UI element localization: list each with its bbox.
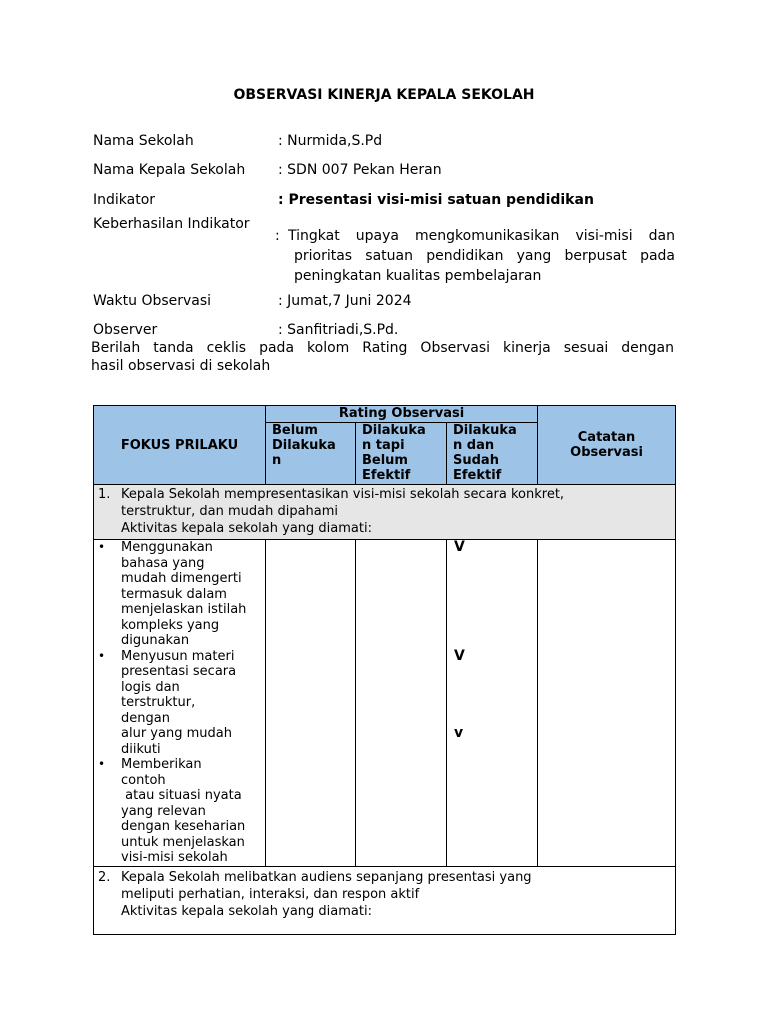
- bullet-icon: [98, 819, 121, 835]
- activity-text: contoh: [121, 772, 166, 788]
- activity-line: [98, 850, 263, 866]
- bullet-icon: [98, 680, 121, 696]
- activity-line: [98, 664, 263, 680]
- bullet-icon: [98, 587, 121, 603]
- observation-table: [93, 405, 676, 935]
- header-catatan-observasi: [538, 406, 676, 485]
- activity-line: [98, 618, 263, 634]
- activity-text: untuk menjelaskan: [121, 834, 245, 850]
- activity-text: bahasa yang: [121, 555, 205, 571]
- bullet-icon: [98, 602, 121, 618]
- header-belum-line: Dilakuka: [272, 438, 336, 453]
- header-belum-line: Belum: [272, 423, 318, 438]
- activity-line: [98, 587, 263, 603]
- activity-text: dengan keseharian: [121, 819, 246, 834]
- activity-text: mudah dimengerti: [121, 571, 242, 586]
- bullet-icon: •: [98, 648, 106, 663]
- header-belum-line: n: [272, 453, 282, 468]
- page-title: OBSERVASI KINERJA KEPALA SEKOLAH: [233, 87, 535, 103]
- cell-dilakukan-belum-efektif[interactable]: [356, 540, 447, 867]
- activity-text: kompleks yang: [121, 617, 220, 633]
- section-2-header: [94, 867, 676, 935]
- activity-line: [98, 602, 263, 618]
- activity-text: digunakan: [121, 633, 190, 648]
- section-1-line3: Aktivitas kepala sekolah yang diamati:: [121, 521, 372, 536]
- header-belum-efektif-line: Dilakuka: [362, 423, 426, 438]
- activity-text: visi-misi sekolah: [121, 850, 228, 865]
- cell-dilakukan-sudah-efektif[interactable]: [447, 540, 538, 867]
- activity-text: Menggunakan: [121, 540, 213, 555]
- instruction-line1: Berilah tanda ceklis pada kolom Rating Observasi kinerja sesuai dengan: [91, 340, 674, 356]
- bullet-icon: [98, 742, 121, 758]
- cell-belum-dilakukan[interactable]: [266, 540, 356, 867]
- keberhasilan-line1: Tingkat upaya mengkomunikasikan visi-misi dan: [288, 228, 675, 244]
- keberhasilan-value: [275, 226, 675, 286]
- section-1-line2: terstruktur, dan mudah dipahami: [121, 504, 339, 519]
- keberhasilan-line3: peningkatan kualitas pembelajaran: [294, 268, 542, 284]
- keberhasilan-colon: :: [275, 228, 280, 244]
- section-2-number: 2.: [98, 870, 111, 885]
- activity-text: atau situasi nyata: [121, 788, 242, 803]
- bullet-icon: [98, 850, 121, 866]
- keberhasilan-label: Keberhasilan Indikator: [93, 216, 250, 232]
- header-sudah-efektif-line: n dan: [453, 438, 495, 453]
- header-sudah-efektif-line: Dilakuka: [453, 423, 517, 438]
- header-dilakukan-sudah-efektif: [447, 423, 538, 485]
- section-1-activities: [94, 540, 266, 867]
- header-sudah-efektif-line: Efektif: [453, 468, 502, 483]
- activity-line: [98, 695, 263, 711]
- section-2-line1: Kepala Sekolah melibatkan audiens sepanjang presentasi yang: [121, 870, 532, 885]
- header-belum-efektif-line: Efektif: [362, 468, 411, 483]
- header-dilakukan-belum-efektif: [356, 423, 447, 485]
- nama-kepala-value: : SDN 007 Pekan Heran: [278, 162, 442, 178]
- bullet-icon: •: [98, 757, 106, 771]
- activity-text: alur yang mudah: [121, 726, 232, 741]
- check-mark-3: v: [454, 725, 464, 741]
- bullet-icon: •: [98, 540, 106, 554]
- cell-catatan-observasi[interactable]: [538, 540, 676, 867]
- section-1-line1: Kepala Sekolah mempresentasikan visi-misi sekolah secara konkret,: [121, 487, 565, 502]
- activity-line: [98, 819, 263, 835]
- bullet-icon: [98, 773, 121, 789]
- activity-line: [98, 540, 263, 556]
- activity-line: [98, 757, 263, 773]
- observer-label: Observer: [93, 322, 158, 338]
- nama-kepala-label: Nama Kepala Sekolah: [93, 162, 246, 178]
- activity-line: [98, 788, 263, 804]
- bullet-icon: [98, 556, 121, 572]
- activity-line: [98, 804, 263, 820]
- activity-text: dengan: [121, 710, 170, 726]
- header-rating-observasi: Rating Observasi: [266, 406, 538, 423]
- activity-line: [98, 680, 263, 696]
- header-belum-dilakukan: [266, 423, 356, 485]
- nama-sekolah-label: Nama Sekolah: [93, 133, 194, 149]
- activity-line: [98, 835, 263, 851]
- waktu-value: : Jumat,7 Juni 2024: [278, 293, 412, 309]
- check-mark-1: V: [454, 539, 465, 555]
- activity-text: logis dan: [121, 679, 180, 695]
- activity-text: diikuti: [121, 741, 161, 757]
- activity-line: [98, 633, 263, 649]
- header-catatan-line1: Catatan: [577, 430, 636, 445]
- section-2-line3: Aktivitas kepala sekolah yang diamati:: [121, 904, 372, 919]
- activity-line: [98, 711, 263, 727]
- observer-value: : Sanfitriadi,S.Pd.: [278, 322, 399, 338]
- activity-line: [98, 742, 263, 758]
- activity-line: [98, 726, 263, 742]
- section-1-number: 1.: [98, 487, 111, 502]
- activity-text: terstruktur,: [121, 695, 196, 710]
- bullet-icon: [98, 788, 121, 804]
- bullet-icon: [98, 571, 121, 587]
- keberhasilan-line2: prioritas satuan pendidikan yang berpusat pada: [294, 248, 675, 264]
- activity-line: [98, 773, 263, 789]
- instruction-line2: hasil observasi di sekolah: [91, 358, 271, 374]
- activity-text: menjelaskan istilah: [121, 602, 247, 617]
- header-catatan-line2: Observasi: [570, 445, 643, 460]
- indikator-value: : Presentasi visi-misi satuan pendidikan: [278, 192, 594, 208]
- bullet-icon: [98, 711, 121, 727]
- activity-text: presentasi secara: [121, 664, 237, 679]
- activity-text: termasuk dalam: [121, 586, 227, 602]
- section-1-header: [94, 485, 676, 540]
- activity-text: Memberikan: [121, 757, 202, 772]
- bullet-icon: [98, 695, 121, 711]
- activity-line: [98, 649, 263, 665]
- header-fokus-prilaku: FOKUS PRILAKU: [94, 406, 266, 485]
- waktu-label: Waktu Observasi: [93, 293, 212, 309]
- activity-line: [98, 571, 263, 587]
- bullet-icon: [98, 835, 121, 851]
- bullet-icon: [98, 618, 121, 634]
- nama-sekolah-value: : Nurmida,S.Pd: [278, 133, 383, 149]
- activity-text: Menyusun materi: [121, 648, 235, 664]
- bullet-icon: [98, 664, 121, 680]
- activity-text: yang relevan: [121, 803, 206, 819]
- header-sudah-efektif-line: Sudah: [453, 453, 499, 468]
- header-belum-efektif-line: Belum: [362, 453, 408, 468]
- indikator-label: Indikator: [93, 192, 156, 208]
- bullet-icon: [98, 804, 121, 820]
- bullet-icon: [98, 633, 121, 649]
- activity-line: [98, 556, 263, 572]
- section-2-line2: meliputi perhatian, interaksi, dan respon aktif: [121, 887, 420, 902]
- bullet-icon: [98, 726, 121, 742]
- instruction-text: [91, 339, 674, 375]
- check-mark-2: V: [454, 648, 465, 664]
- header-belum-efektif-line: n tapi: [362, 438, 405, 453]
